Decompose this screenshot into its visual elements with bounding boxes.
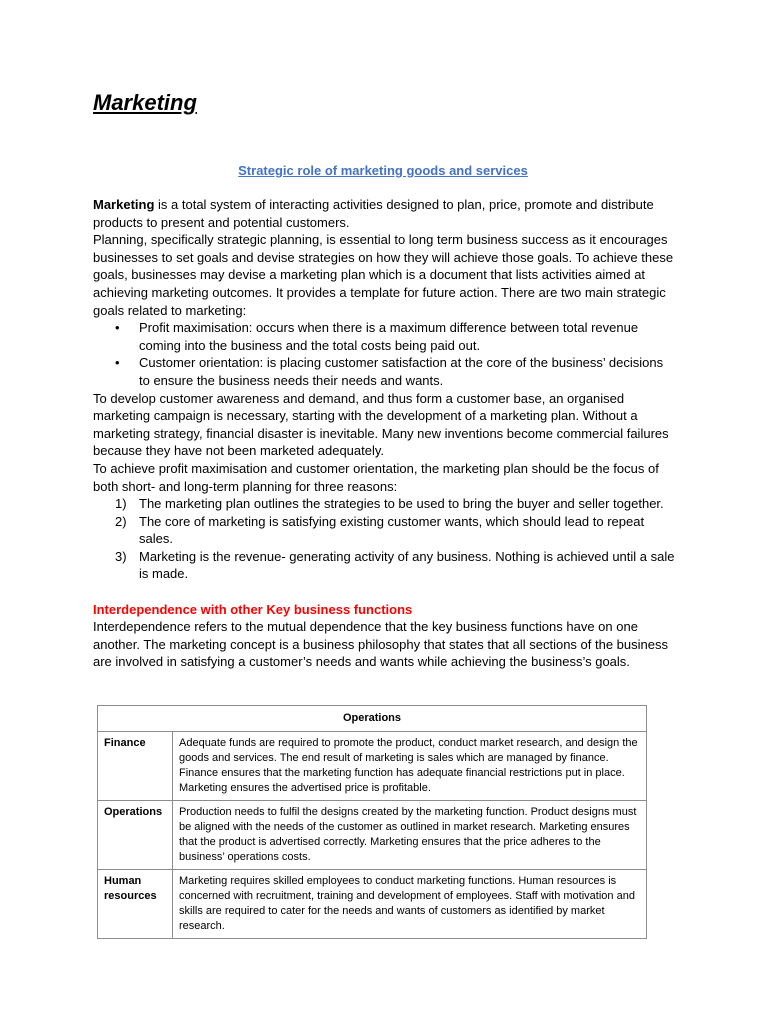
document-body: [93, 196, 675, 671]
list-item: [93, 354, 675, 389]
reasons-list: [93, 495, 675, 583]
row-label: Finance: [98, 732, 173, 801]
bullet-marker: •: [115, 355, 120, 371]
document-subtitle: Strategic role of marketing goods and services: [238, 163, 528, 178]
table-header-row: [98, 706, 647, 732]
list-text: The marketing plan outlines the strategies to be used to bring the buyer and seller together.: [139, 496, 664, 512]
document-title: Marketing: [93, 90, 197, 115]
achieve-paragraph: To achieve profit maximisation and customer orientation, the marketing plan should be the focus of both short- and long-term planning for three reasons:: [93, 460, 659, 494]
row-description: Marketing requires skilled employees to conduct marketing functions. Human resources is concerned with recruitment, training and development of employees. Staff with motivation and skills are required to cater for the needs and wants of customers as identified by market research.: [173, 870, 647, 939]
strategic-goals-list: [93, 319, 675, 389]
bullet-text: Customer orientation: is placing customer satisfaction at the core of the business’ decisions to ensure the business needs their needs and wants.: [139, 355, 664, 388]
list-number: 1): [115, 496, 127, 512]
section-heading: Interdependence with other Key business functions: [93, 601, 413, 617]
list-item: [93, 513, 675, 548]
row-description: Production needs to fulfil the designs created by the marketing function. Product designs must be aligned with the needs of the customer as outlined in market research. Marketing ensures that the product is advertised correctly. Marketing ensures that the price adheres to the business’ operations costs.: [173, 801, 647, 870]
row-label: Human resources: [98, 870, 173, 939]
list-item: [93, 548, 675, 583]
list-number: 3): [115, 548, 127, 564]
list-number: 2): [115, 513, 127, 529]
table-row: [98, 801, 647, 870]
list-text: Marketing is the revenue- generating activity of any business. Nothing is achieved until a sale is made.: [139, 548, 675, 582]
bullet-text: Profit maximisation: occurs when there is a maximum difference between total revenue coming into the business and the total costs being paid out.: [139, 320, 639, 353]
interdependence-paragraph: Interdependence refers to the mutual dependence that the key business functions have on one another. The marketing concept is a business philosophy that states that all sections of the business are involved in satisfying a customer’s needs and wants while achieving the business’s goals.: [93, 619, 668, 670]
develop-paragraph: To develop customer awareness and demand, and thus form a customer base, an organised marketing campaign is necessary, starting with the development of a marketing plan. Without a marketing strategy, financial disaster is inevitable. Many new inventions become commercial failures because they have not been marketed adequately.: [93, 390, 669, 459]
list-item: [93, 319, 675, 354]
table-row: [98, 870, 647, 939]
intro-paragraph: [93, 196, 675, 231]
business-functions-table: [97, 705, 647, 939]
list-text: The core of marketing is satisfying existing customer wants, which should lead to repeat sales.: [139, 513, 645, 547]
row-label: Operations: [98, 801, 173, 870]
table-row: [98, 732, 647, 801]
table-header: Operations: [98, 706, 647, 732]
row-description: Adequate funds are required to promote the product, conduct market research, and design the goods and services. The end result of marketing is sales which are managed by finance. Finance ensures that the marketing function has adequate financial restrictions put in place. Marketing ensures the advertised price is profitable.: [173, 732, 647, 801]
list-item: [93, 495, 675, 513]
intro-term: Marketing: [93, 197, 155, 212]
bullet-marker: •: [115, 320, 120, 336]
planning-paragraph: Planning, specifically strategic planning, is essential to long term business success as it encourages businesses to set goals and devise strategies on how they will achieve those goals. To achieve these goals, businesses may devise a marketing plan which is a document that lists activities aimed at achieving marketing outcomes. It provides a template for future action. There are two main strategic goals related to marketing:: [93, 232, 674, 318]
intro-text: is a total system of interacting activities designed to plan, price, promote and distribute products to present and potential customers.: [93, 197, 654, 230]
